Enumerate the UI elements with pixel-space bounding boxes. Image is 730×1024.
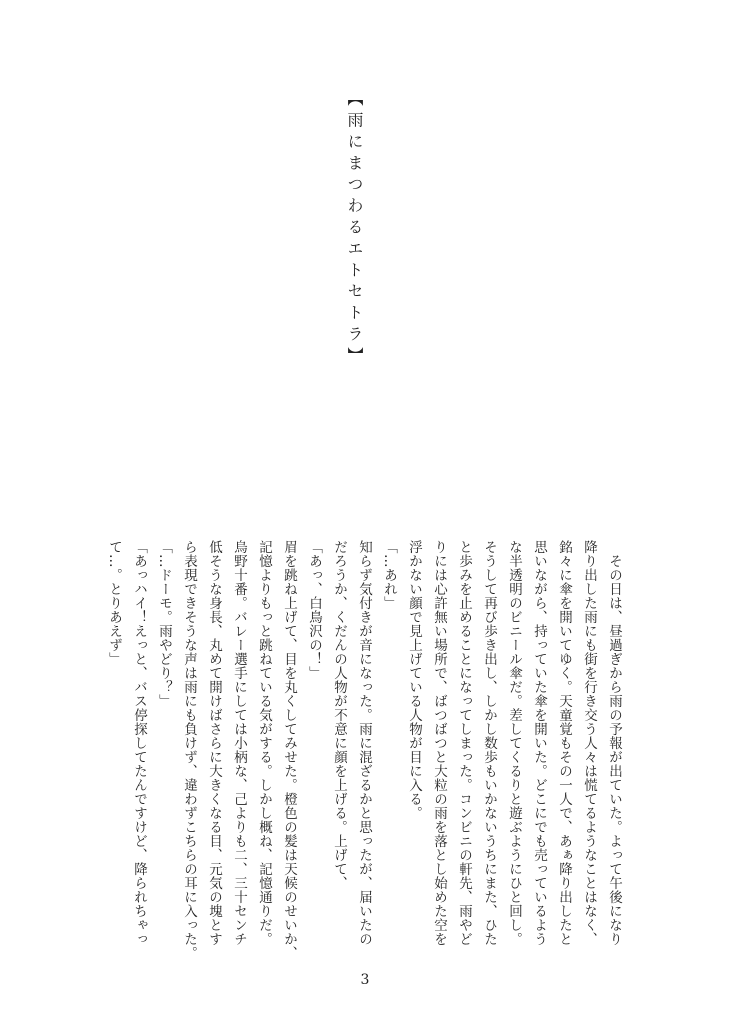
text-line: そうして再び歩き出し、しかし数歩もいかないうちにまた、ひた xyxy=(481,540,497,946)
text-line: りには心許無い場所で、ばつばつと大粒の雨を落とし始めた空を xyxy=(431,540,447,946)
body-text xyxy=(86,540,626,960)
text-line: ら表現できそうな声は雨にも負けず、違わずこちらの耳に入った。 xyxy=(181,540,197,960)
chapter-title: 【雨にまつわるエトセトラ】 xyxy=(345,90,364,369)
text-line: 「…ドーモ。雨やどり？」 xyxy=(156,540,172,708)
text-line: な半透明のビニール傘だ。差してくるりと遊ぶようにひと回し。 xyxy=(506,540,522,946)
text-line: 低そうな身長、丸めて開けばさらに大きくなる目、元気の塊とす xyxy=(206,540,222,946)
text-line: 「…あれ」 xyxy=(381,540,397,610)
text-line: 烏野十番。バレー選手にしては小柄な、己よりも二、三十センチ xyxy=(231,540,247,946)
text-line: 銘々に傘を開いてゆく。天童覚もその一人で、あぁ降り出したと xyxy=(556,540,572,946)
text-line: と歩みを止めることになってしまった。コンビニの軒先、雨やど xyxy=(456,540,472,946)
text-line: 眉を跳ね上げて、目を丸くしてみせた。橙色の髪は天候のせいか、 xyxy=(281,540,297,960)
text-line: 思いながら、持っていた傘を開いた。どこにでも売っているよう xyxy=(531,540,547,946)
text-line: 浮かない顔で見上げている人物が目に入る。 xyxy=(406,540,422,820)
text-line: 降り出した雨にも街を行き交う人々は慌てるようなことはなく、 xyxy=(581,540,597,946)
text-line: 「あっハイ！えっと、バス停探してたんですけど、降られちゃっ xyxy=(131,540,147,946)
text-line: だろうか、くだんの人物が不意に顔を上げる。上げて、 xyxy=(331,540,347,890)
text-line: 知らず気付きが音になった。雨に混ざるかと思ったが、届いたの xyxy=(356,540,372,946)
text-line: 記憶よりもっと跳ねている気がする。しかし概ね、記憶通りだ。 xyxy=(256,540,272,946)
text-line: 「あっ、白鳥沢の！」 xyxy=(306,540,322,680)
text-line: その日は、昼過ぎから雨の予報が出ていた。よって午後になり xyxy=(606,540,622,946)
text-line: て…。とりあえず」 xyxy=(106,540,122,666)
page-number: 3 xyxy=(360,972,370,988)
